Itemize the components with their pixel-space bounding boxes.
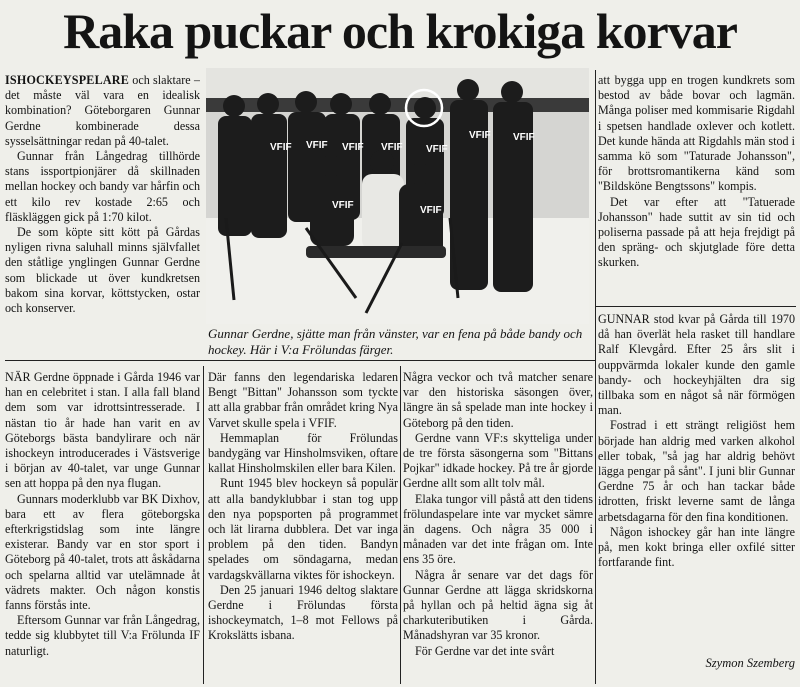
- paragraph: Gunnars moderklubb var BK Dixhov, bara ett av flera göteborgska efterkrigstidslag som inte längre existerar. Bandy var en stor sport i Göteborg på 40-talet, trots att åskådarna och spelarna alltid var utelämnade åt vädrets makter. Och någon konstis fanns förstås inte.: [5, 491, 200, 613]
- column-rule: [400, 366, 401, 684]
- paragraph: Där fanns den legendariska ledaren Bengt "Bittan" Johansson som tyckte att alla grabbar från området kring Nya Varvet skulle spela i VFIF.: [208, 370, 398, 430]
- jersey-text: VFIF: [332, 200, 354, 211]
- team-photo-graphic: [206, 68, 589, 324]
- jersey-text: VFIF: [469, 130, 491, 141]
- article-column-4-top: [598, 73, 795, 301]
- paragraph: Fostrad i ett strängt religiöst hem började han aldrig med varken alkohol eller tobak, "så jag har aldrig behövt lägga pengar på sånt". I juni blir Gunnar Gerdne 75 år och han tackar både idrotten, friskt leverne samt de långa arbetsdagarna för den fina konditionen.: [598, 418, 795, 524]
- lead-word: ISHOCKEYSPELARE: [5, 73, 129, 87]
- column-rule: [203, 366, 204, 684]
- article-column-1: [5, 73, 200, 341]
- article-column-3: [403, 370, 593, 684]
- article-column-2: [208, 370, 398, 684]
- section-divider: [5, 360, 595, 361]
- paragraph: Elaka tungor vill påstå att den tidens frölundaspelare inte var mycket sämre än dagens. Och några 35 000 i månaden var det inte frågan om. Inte ens 35 öre.: [403, 491, 593, 567]
- article-column-1-lower: [5, 370, 200, 684]
- section-divider: [596, 306, 796, 307]
- column-rule: [595, 70, 596, 684]
- jersey-text: VFIF: [513, 132, 535, 143]
- paragraph: Runt 1945 blev hockeyn så populär att alla bandyklubbar i stan tog upp den nya popsporten på programmet och lät lirarna dubblera. Det var inga problem på den tiden. Bandyn spelades om söndagarna, medan vardagskvällarna viktes för ishockeyn.: [208, 476, 398, 582]
- paragraph: att bygga upp en trogen kundkrets som bestod av både bovar och lagmän. Många poliser med kommisarie Rigdahl i spetsen handlade oxlever och kotlett. Det kunde hända att Rigdahls män stod i samma kö som "Taturade Johansson", för brottsromantikerna känd som "Bildsköne Bengtssons" kompis.: [598, 73, 795, 194]
- paragraph: Någon ishockey går han inte längre på, men kokt bringa eller oxfilé sitter fortfarande fint.: [598, 524, 795, 570]
- photo-caption: Gunnar Gerdne, sjätte man från vänster, var en fena på både bandy och hockey. Här i V:a Frölundas färger.: [208, 326, 583, 357]
- jersey-text: VFIF: [342, 142, 364, 153]
- paragraph: Gerdne vann VF:s skytteliga under de tre första säsongerna som "Bittans Pojkar" idkade hockey. På tre år gjorde Gerdne allt som allt tolv mål.: [403, 430, 593, 491]
- jersey-text: VFIF: [381, 142, 403, 153]
- paragraph: NÄR Gerdne öppnade i Gårda 1946 var han en celebritet i stan. I alla fall bland dem som var idrottsintresserade. I nästan tio år hade han varit en av Göteborgs bästa bandylirare och när ishockeyn introducerades i Västsverige i början av 40-talet, var unge Gunnar sen att hoppa på den nya flugan.: [5, 370, 200, 491]
- paragraph: och slaktare – det måste väl vara en idealisk kombination? Göteborgaren Gunnar Gerdne kombinerade dessa sysselsättningar redan på 40-talet.: [5, 73, 200, 148]
- paragraph: Hemmaplan för Frölundas bandygäng var Hinsholmsviken, oftare kallat Hinsholmskilen eller bara Kilen.: [208, 430, 398, 476]
- paragraph: De som köpte sitt kött på Gårdas nyligen rivna saluhall minns självfallet den ståtlige ynglingen Gunnar Gerdne som blickade ut över kundkretsen bakom sina korvar, köttstycken, ostar och konserver.: [5, 225, 200, 316]
- paragraph: Några år senare var det dags för Gunnar Gerdne att lägga skridskorna på hyllan och på heltid ägna sig åt charkuteributiken i Gårda. Månadshyran var 35 kronor.: [403, 567, 593, 643]
- paragraph: Den 25 januari 1946 deltog slaktare Gerdne i Frölundas första ishockeymatch, 1–8 mot Fellows på Krokslätts isbana.: [208, 582, 398, 643]
- paragraph: Det var efter att "Tatuerade Johansson" hade suttit av sin tid och poliserna passade på att heja frejdigt på den spräng- och skjutglade före detta skurken.: [598, 194, 795, 270]
- team-photo: [206, 68, 589, 324]
- paragraph: GUNNAR stod kvar på Gårda till 1970 då han överlät hela rasket till handlare Ralf Klevgård. Efter 25 års slit i ouppvärmda lokaler kunde den gamle bandy- och hockeyhjälten dra sig tillbaka som en något så när förmögen man.: [598, 312, 795, 418]
- article-column-4: [598, 312, 795, 647]
- headline: Raka puckar och krokiga korvar: [63, 3, 737, 59]
- jersey-text: VFIF: [420, 205, 442, 216]
- paragraph: Gunnar från Långedrag tillhörde stans issportpionjärer då skillnaden mellan hockey och bandy var hårfin och ett kilo rev kostade 2:65 och fläskläggen gick på 1:70 kilot.: [5, 149, 200, 224]
- jersey-text: VFIF: [426, 144, 448, 155]
- paragraph: För Gerdne var det inte svårt: [415, 643, 555, 658]
- byline: Szymon Szemberg: [705, 656, 795, 670]
- jersey-text: VFIF: [270, 142, 292, 153]
- jersey-text: VFIF: [306, 140, 328, 151]
- paragraph: Eftersom Gunnar var från Långedrag, tedde sig klubbytet till V:a Frölunda IF naturligt.: [5, 613, 200, 658]
- lead-paragraph: [5, 73, 200, 149]
- paragraph: Några veckor och två matcher senare var den historiska säsongen över, längre än så spelade man inte hockey i Göteborg på den tiden.: [403, 370, 593, 430]
